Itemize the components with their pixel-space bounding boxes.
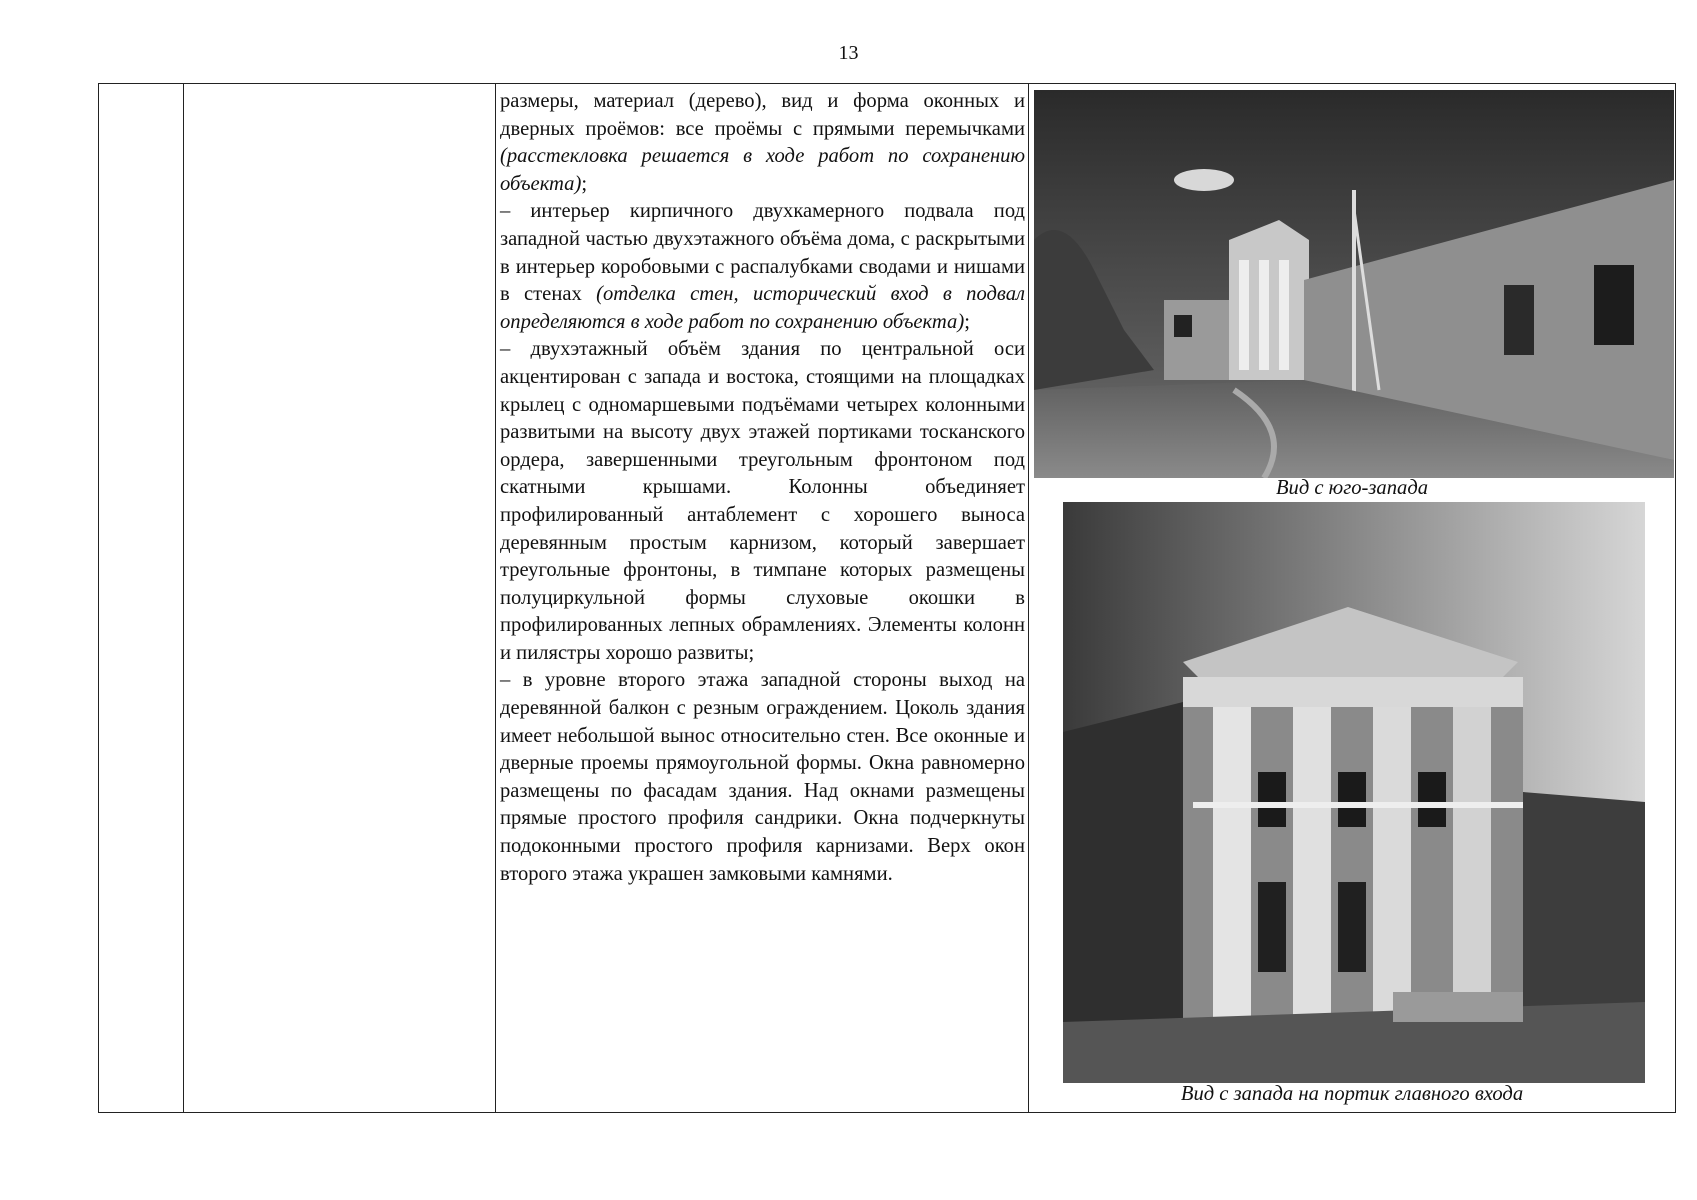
photo-portico-view [1063, 502, 1645, 1083]
photo-portico-illustration [1063, 502, 1645, 1083]
page-number: 13 [838, 42, 859, 64]
table-column-number [99, 84, 184, 1112]
photo-caption-portico: Вид с запада на портик главного входа [1180, 1083, 1524, 1105]
table-column-name [184, 84, 496, 1112]
paragraph-3: – двухэтажный объём здания по центральной оси акцентирован с запада и востока, стоящими на площадках крылец с одномаршевыми подъёмами четырех колонными развитыми на высоту двух этажей портиками тосканского ордера, завершенными треугольным фронтоном под скатными крышами. Колонны объединяет профилированный антаблемент с хорошего выноса деревянным простым карнизом, который завершает треугольные фронтоны, в тимпане которых размещены полуциркульной формы слуховые окошки в профилированных лепных обрамлениях. Элементы колонн и пилястры хорошо развиты; [500, 338, 1025, 664]
photo-caption-southwest: Вид с юго-запада [1275, 477, 1429, 499]
photo-southwest-illustration [1034, 90, 1674, 478]
description-text [500, 88, 1025, 888]
paragraph-2: – интерьер кирпичного двухкамерного подвала под западной частью двухэтажного объёма дома, с раскрытыми в интерьер коробовыми с распалубками сводами и нишами в стенах (отделка стен, исторический вход в подвал определяются в ходе работ по сохранению объекта); [500, 200, 1025, 333]
paragraph-1: размеры, материал (дерево), вид и форма оконных и дверных проёмов: все проёмы с прямыми перемычками (расстекловка решается в ходе работ по сохранению объекта); [500, 90, 1025, 195]
document-table [98, 83, 1676, 1113]
paragraph-4: – в уровне второго этажа западной стороны выход на деревянной балкон с резным ограждением. Цоколь здания имеет небольшой вынос относительно стен. Все оконные и дверные проемы прямоугольной формы. Окна равномерно размещены по фасадам здания. Над окнами размещены прямые простого профиля сандрики. Окна подчеркнуты подоконными простого профиля карнизами. Верх окон второго этажа украшен замковыми камнями. [500, 669, 1025, 885]
photo-southwest-view [1034, 90, 1674, 478]
